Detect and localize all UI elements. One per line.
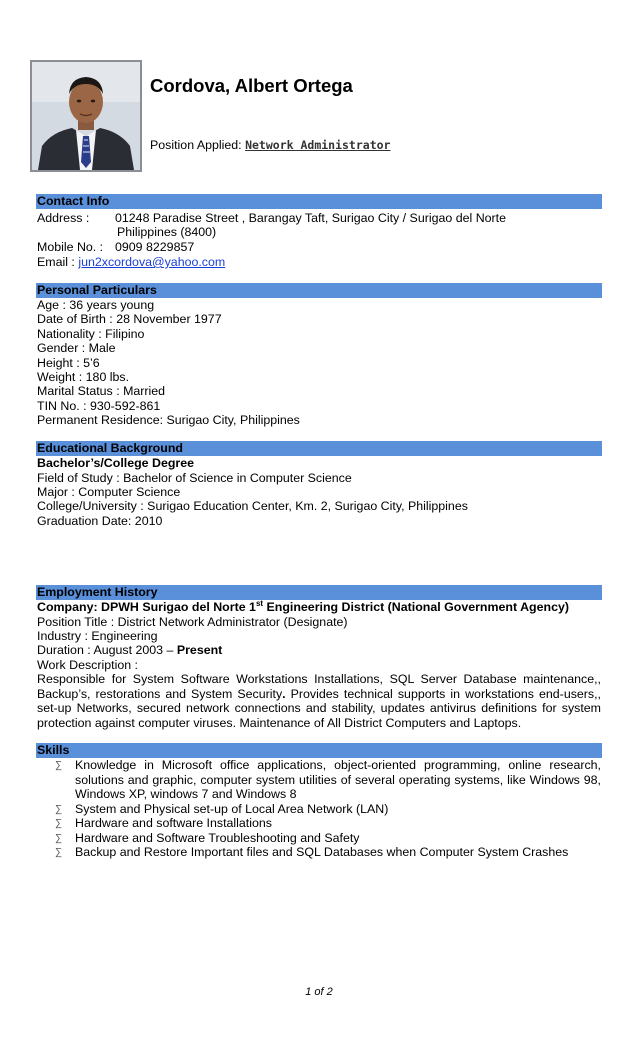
personal-nationality: Nationality : Filipino	[37, 327, 145, 341]
personal-weight: Weight : 180 lbs.	[37, 370, 130, 384]
duration-text: Duration : August 2003 –	[37, 643, 177, 657]
work-description-part2: Provides technical supports in workstations end-users,, set-up Networks, secured network connections and stability, updates antivirus definitions for system protection against computer viruses. Maintenance of All District Computers and Laptops.	[37, 686, 601, 730]
personal-tin: TIN No. : 930-592-861	[37, 399, 161, 413]
education-graduation: Graduation Date: 2010	[37, 514, 163, 528]
section-educational-background: Educational Background	[36, 441, 602, 456]
education-major: Major : Computer Science	[37, 485, 181, 499]
section-employment-history: Employment History	[36, 585, 602, 600]
section-skills: Skills	[36, 743, 602, 758]
work-description-label: Work Description :	[37, 658, 138, 672]
sigma-bullet-icon: ∑	[55, 847, 63, 858]
sigma-bullet-icon: ∑	[55, 803, 63, 815]
mobile-row	[37, 240, 194, 255]
company-name-post: Engineering District (National Government Agency)	[263, 600, 569, 614]
work-description-part1: Responsible for System Software Workstations Installations, SQL Server Database maintenance,, Backup’s, restorations and System Security	[37, 672, 601, 701]
section-personal-particulars: Personal Particulars	[36, 283, 602, 298]
person-photo-image	[32, 62, 140, 170]
skill-text: Backup and Restore Important files and SQL Databases when Computer System Crashes	[75, 845, 569, 859]
skill-item	[37, 816, 601, 831]
skill-text: Knowledge in Microsoft office applications, object-oriented programming, online research, solutions and graphic, computer system utilities of several operating systems, like Windows 98, Windows XP, windows 7 and Windows 8	[75, 758, 601, 801]
sigma-bullet-icon: ∑	[55, 818, 63, 829]
page-number: 1 of 2	[305, 986, 333, 998]
skill-text: Hardware and software Installations	[75, 816, 272, 830]
skill-item	[37, 802, 601, 817]
address-label: Address :	[37, 211, 90, 225]
work-description	[37, 672, 601, 730]
profile-photo	[30, 60, 142, 172]
position-applied-value: Network Administrator	[245, 138, 391, 152]
personal-marital-status: Marital Status : Married	[37, 384, 166, 398]
skills-list	[37, 758, 601, 860]
company-name-sup: st	[255, 598, 264, 608]
education-field: Field of Study : Bachelor of Science in Computer Science	[37, 471, 352, 485]
duration-present: Present	[176, 643, 223, 657]
employment-duration	[37, 643, 222, 658]
education-degree: Bachelor’s/College Degree	[37, 456, 195, 470]
skill-item	[37, 831, 601, 846]
work-description-dot: .	[282, 686, 286, 701]
mobile-label: Mobile No. :	[37, 240, 104, 254]
mobile-value: 0909 8229857	[115, 240, 195, 254]
skill-item	[37, 845, 601, 860]
sigma-bullet-icon: ∑	[55, 760, 63, 771]
position-applied	[150, 138, 390, 152]
employment-industry: Industry : Engineering	[37, 629, 158, 643]
email-label: Email :	[37, 255, 75, 269]
company-name-pre: Company: DPWH Surigao del Norte 1	[37, 600, 256, 614]
address-line2: Philippines (8400)	[117, 225, 217, 239]
email-link[interactable]: jun2xcordova@yahoo.com	[78, 255, 226, 269]
section-contact-info: Contact Info	[36, 194, 602, 209]
address-line1: 01248 Paradise Street , Barangay Taft, Surigao City / Surigao del Norte	[115, 211, 506, 225]
personal-age: Age : 36 years young	[37, 298, 155, 312]
sigma-bullet-icon: ∑	[55, 832, 63, 844]
employment-position-title: Position Title : District Network Administrator (Designate)	[37, 615, 348, 629]
personal-dob: Date of Birth : 28 November 1977	[37, 312, 222, 326]
employment-company	[37, 600, 569, 615]
personal-residence: Permanent Residence: Surigao City, Philippines	[37, 413, 300, 427]
address-row	[37, 211, 506, 226]
applicant-name: Cordova, Albert Ortega	[150, 75, 353, 96]
personal-height: Height : 5’6	[37, 356, 100, 370]
position-applied-label: Position Applied:	[150, 138, 242, 152]
personal-gender: Gender : Male	[37, 341, 116, 355]
skill-item	[37, 758, 601, 802]
email-row	[37, 255, 225, 270]
skill-text: System and Physical set-up of Local Area Network (LAN)	[75, 801, 389, 816]
education-college: College/University : Surigao Education Center, Km. 2, Surigao City, Philippines	[37, 499, 468, 513]
skill-text: Hardware and Software Troubleshooting and Safety	[75, 830, 360, 845]
